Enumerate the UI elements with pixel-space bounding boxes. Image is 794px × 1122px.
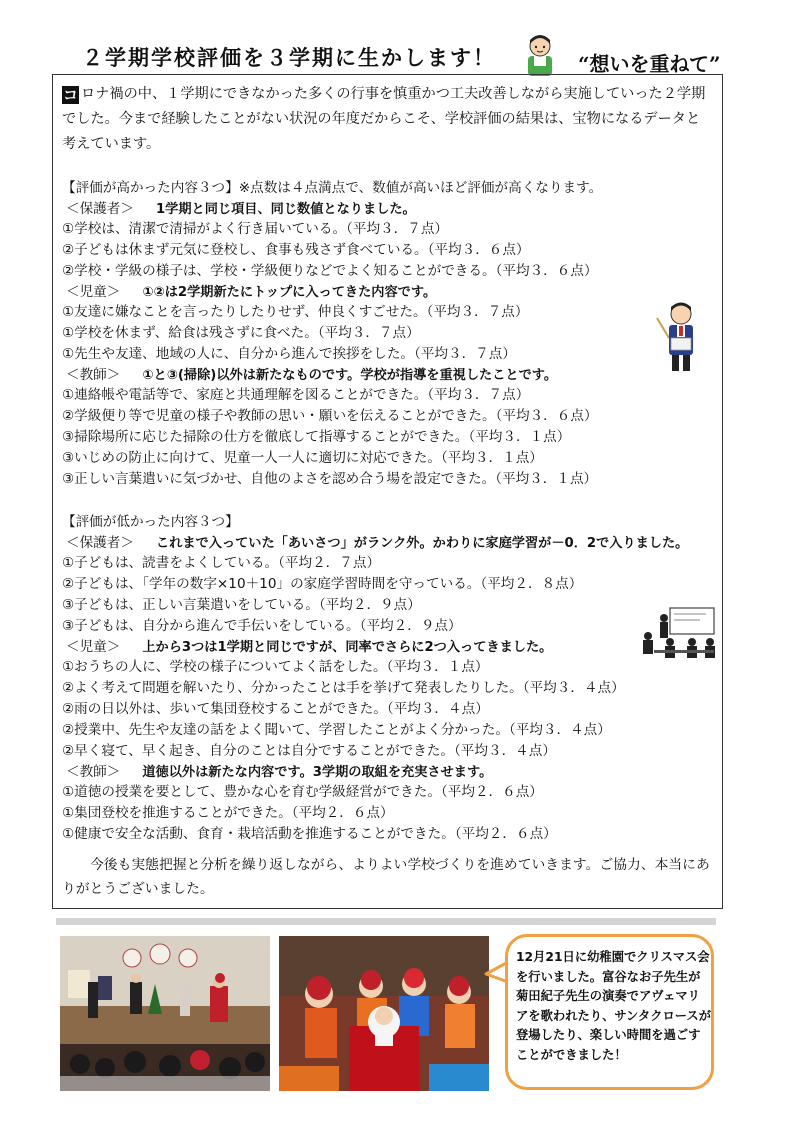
list-item: ②子どもは、「学年の数字×10＋10」の家庭学習時間を守っている。（平均２．８点）	[62, 576, 583, 592]
list-item: ③掃除場所に応じた掃除の仕方を徹底して指導することができた。（平均３．１点）	[62, 429, 571, 445]
christmas-stage-photo	[60, 936, 270, 1091]
list-item: ③子どもは、正しい言葉遣いをしている。（平均２．９点）	[62, 597, 421, 613]
teacher-pointer-illustration	[655, 298, 701, 372]
list-item: ②授業中、先生や友達の話をよく聞いて、学習したことがよく分かった。（平均３．４点）	[62, 722, 611, 738]
section-divider	[56, 918, 716, 925]
category-row	[66, 533, 688, 554]
list-item: ②雨の日以外は、歩いて集団登校することができた。（平均３．４点）	[62, 701, 489, 717]
page-subtitle: “想いを重ねて”	[578, 52, 721, 76]
category-note: ①と③(掃除)以外は新たなものです。学校が指導を重視したことです。	[142, 368, 558, 383]
category-row	[66, 199, 416, 220]
category-row	[66, 637, 552, 658]
teacher-icon	[520, 32, 560, 76]
list-item: ②学級便り等で児童の様子や教師の思い・願いを伝えることができた。（平均３．６点）	[62, 408, 598, 424]
list-item: ①集団登校を推進することができた。（平均２．６点）	[62, 805, 394, 821]
category-note: これまで入っていた「あいさつ」がランク外。かわりに家庭学習が－0．2で入りました。	[155, 536, 689, 551]
list-item: ①先生や友達、地域の人に、自分から進んで挨拶をした。（平均３．７点）	[62, 346, 516, 362]
category-label: ＜児童＞	[66, 639, 121, 655]
category-row	[66, 282, 436, 303]
high-heading: 【評価が高かった内容３つ】※点数は４点満点で、数値が高いほど評価が高くなります。	[62, 180, 603, 196]
category-row	[66, 762, 492, 783]
category-row	[66, 365, 557, 386]
category-label: ＜教師＞	[66, 367, 121, 383]
list-item: ②よく考えて問題を解いたり、分かったことは手を挙げて発表したりした。（平均３．４点）	[62, 680, 625, 696]
drop-cap: コ	[62, 86, 78, 104]
category-label: ＜保護者＞	[66, 535, 134, 551]
list-item: ①健康で安全な活動、食育・栽培活動を推進することができた。（平均２．６点）	[62, 826, 557, 842]
page-title: ２学期学校評価を３学期に生かします！	[82, 46, 496, 70]
list-item: ①友達に嫌なことを言ったりしたりせず、仲良くすごせた。（平均３．７点）	[62, 304, 529, 320]
category-note: 道徳以外は新たな内容です。3学期の取組を充実させます。	[142, 765, 493, 780]
list-item: ②早く寝て、早く起き、自分のことは自分ですることができた。（平均３．４点）	[62, 743, 556, 759]
category-label: ＜保護者＞	[66, 201, 134, 217]
category-note: 上から3つは1学期と同じですが、同率でさらに2つ入ってきました。	[142, 640, 553, 655]
category-note: ①②は2学期新たにトップに入ってきた内容です。	[142, 285, 437, 300]
list-item: ①学校は、清潔で清掃がよく行き届いている。（平均３．７点）	[62, 221, 449, 237]
closing-paragraph	[62, 853, 712, 901]
category-label: ＜教師＞	[66, 764, 121, 780]
list-item: ①道徳の授業を要として、豊かな心を育む学級経営ができた。（平均２．６点）	[62, 784, 543, 800]
list-item: ②子どもは休まず元気に登校し、食事も残さず食べている。（平均３．６点）	[62, 242, 530, 258]
list-item: ③いじめの防止に向けて、児童一人一人に適切に対応できた。（平均３．１点）	[62, 450, 543, 466]
meeting-illustration	[640, 606, 718, 658]
christmas-text: 12月21日に幼稚園でクリスマス会を行いました。富谷なお子先生が菊田紀子先生の演奏でアヴェマリアを歌われたり、サンタクロースが登場したり、楽しい時間を過ごすことができました！	[516, 950, 712, 1062]
list-item: ①学校を休まず、給食は残さずに食べた。（平均３．７点）	[62, 325, 420, 341]
list-item: ③子どもは、自分から進んで手伝いをしている。（平均２．９点）	[62, 618, 462, 634]
list-item: ①連絡帳や電話等で、家庭と共通理解を図ることができた。（平均３．７点）	[62, 387, 530, 403]
intro-paragraph	[62, 82, 712, 157]
list-item: ②学校・学級の様子は、学校・学級便りなどでよく知ることができる。（平均３．６点）	[62, 263, 598, 279]
list-item: ①子どもは、読書をよくしている。（平均２．７点）	[62, 555, 381, 571]
santa-children-photo	[279, 936, 489, 1091]
low-heading: 【評価が低かった内容３つ】	[62, 514, 239, 530]
list-item: ③正しい言葉遣いに気づかせ、自他のよさを認め合う場を設定できた。（平均３．１点）	[62, 471, 598, 487]
closing-text: 今後も実態把握と分析を繰り返しながら、よりよい学校づくりを進めていきます。ご協力、本当にありがとうございました。	[62, 857, 710, 897]
intro-text: ロナ禍の中、１学期にできなかった多くの行事を慎重かつ工夫改善しながら実施していった２学期でした。今まで経験したことがない状況の年度だからこそ、学校評価の結果は、宝物になるデータと考えています。	[62, 86, 706, 152]
category-note: 1学期と同じ項目、同じ数値となりました。	[155, 202, 416, 217]
list-item: ①おうちの人に、学校の様子についてよく話をした。（平均３．１点）	[62, 659, 489, 675]
category-label: ＜児童＞	[66, 284, 121, 300]
